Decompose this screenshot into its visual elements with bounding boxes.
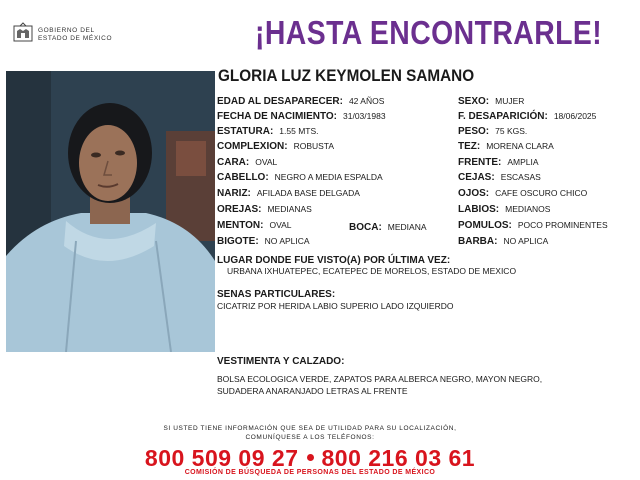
info-line-1: SI USTED TIENE INFORMACIÓN QUE SEA DE UTILIDAD PARA SU LOCALIZACIÓN, (163, 425, 457, 432)
field-value: NO APLICA (264, 236, 310, 246)
field-sexo (458, 96, 524, 107)
field-value: ESCASAS (500, 172, 541, 182)
field-label: EDAD AL DESAPARECER: (217, 96, 343, 107)
field-cara (217, 157, 277, 168)
field-bigote (217, 236, 310, 247)
field-value: 18/06/2025 (553, 111, 597, 121)
state-government-logo (12, 22, 132, 46)
field-label: ESTATURA: (217, 126, 274, 137)
gov-line-1: GOBIERNO DEL (38, 27, 95, 34)
missing-person-photo (6, 71, 215, 352)
field-boca (349, 222, 427, 233)
phone-1: 800 509 09 27 (144, 445, 299, 471)
bullet-dot-icon (307, 454, 314, 461)
field-label: LABIOS: (458, 204, 500, 215)
field-label: PESO: (458, 126, 490, 137)
clothing-line-2: SUDADERA ANARANJADO LETRAS AL FRENTE (217, 386, 408, 396)
field-label: COMPLEXION: (217, 141, 288, 152)
field-value: MEDIANA (387, 222, 427, 232)
person-name: GLORIA LUZ KEYMOLEN SAMANO (218, 66, 475, 85)
last-seen-value: URBANA IXHUATEPEC, ECATEPEC DE MORELOS, ESTADO DE MEXICO (227, 266, 517, 276)
marks-value: CICATRIZ POR HERIDA LABIO SUPERIO LADO IZQUIERDO (217, 301, 454, 311)
field-value: MUJER (495, 96, 525, 106)
marks-label: SENAS PARTICULARES: (217, 289, 336, 300)
field-desaparicion (458, 111, 596, 122)
clothing-line-1: BOLSA ECOLOGICA VERDE, ZAPATOS PARA ALBERCA NEGRO, MAYON NEGRO, (217, 374, 543, 384)
field-tez (458, 141, 554, 152)
field-label: CEJAS: (458, 172, 495, 183)
field-value: OVAL (269, 220, 292, 230)
field-nacimiento (217, 111, 386, 122)
clothing-label: VESTIMENTA Y CALZADO: (217, 356, 345, 367)
field-value: AFILADA BASE DELGADA (256, 188, 360, 198)
field-label: FECHA DE NACIMIENTO: (217, 111, 337, 122)
field-pomulos (458, 220, 608, 231)
field-peso (458, 126, 527, 137)
field-value: OVAL (255, 157, 278, 167)
gov-line-2: ESTADO DE MÉXICO (38, 35, 113, 42)
field-orejas (217, 204, 312, 215)
field-label: OJOS: (458, 188, 490, 199)
field-label: POMULOS: (458, 220, 512, 231)
field-value: 42 AÑOS (348, 96, 385, 106)
field-label: CARA: (217, 157, 250, 168)
field-complexion (217, 141, 334, 152)
field-cejas (458, 172, 541, 183)
field-label: OREJAS: (217, 204, 262, 215)
field-value: MORENA CLARA (486, 141, 554, 151)
field-label: MENTON: (217, 220, 264, 231)
field-value: POCO PROMINENTES (517, 220, 608, 230)
field-value: 1.55 MTS. (279, 126, 319, 136)
last-seen-label: LUGAR DONDE FUE VISTO(A) POR ÚLTIMA VEZ: (217, 255, 451, 266)
field-value: MEDIANAS (267, 204, 312, 214)
field-label: TEZ: (458, 141, 481, 152)
field-label: FRENTE: (458, 157, 502, 168)
phone-2: 800 216 03 61 (321, 445, 476, 471)
field-edad (217, 96, 384, 107)
field-cabello (217, 172, 383, 183)
field-value: MEDIANOS (505, 204, 551, 214)
field-label: F. DESAPARICIÓN: (458, 111, 548, 122)
field-value: AMPLIA (507, 157, 539, 167)
field-barba (458, 236, 548, 247)
field-nariz (217, 188, 360, 199)
commission-name: COMISIÓN DE BÚSQUEDA DE PERSONAS DEL ESTADO DE MÉXICO (184, 469, 436, 476)
field-value: ROBUSTA (293, 141, 335, 151)
field-value: CAFE OSCURO CHICO (495, 188, 588, 198)
headline: ¡HASTA ENCONTRARLE! (255, 14, 603, 51)
field-label: BIGOTE: (217, 236, 259, 247)
field-labios (458, 204, 550, 215)
info-line-2: COMUNÍQUESE A LOS TELÉFONOS: (245, 434, 375, 441)
field-estatura (217, 126, 319, 137)
field-menton (217, 220, 292, 231)
field-value: 31/03/1983 (343, 111, 386, 121)
field-label: NARIZ: (217, 188, 251, 199)
phone-numbers (0, 445, 620, 472)
field-value: NEGRO A MEDIA ESPALDA (274, 172, 383, 182)
field-value: 75 KGS. (495, 126, 528, 136)
state-seal-icon (12, 22, 34, 44)
field-ojos (458, 188, 587, 199)
field-value: NO APLICA (503, 236, 549, 246)
field-label: CABELLO: (217, 172, 269, 183)
field-label: BOCA: (349, 222, 382, 233)
field-frente (458, 157, 539, 168)
field-label: SEXO: (458, 96, 490, 107)
field-label: BARBA: (458, 236, 498, 247)
